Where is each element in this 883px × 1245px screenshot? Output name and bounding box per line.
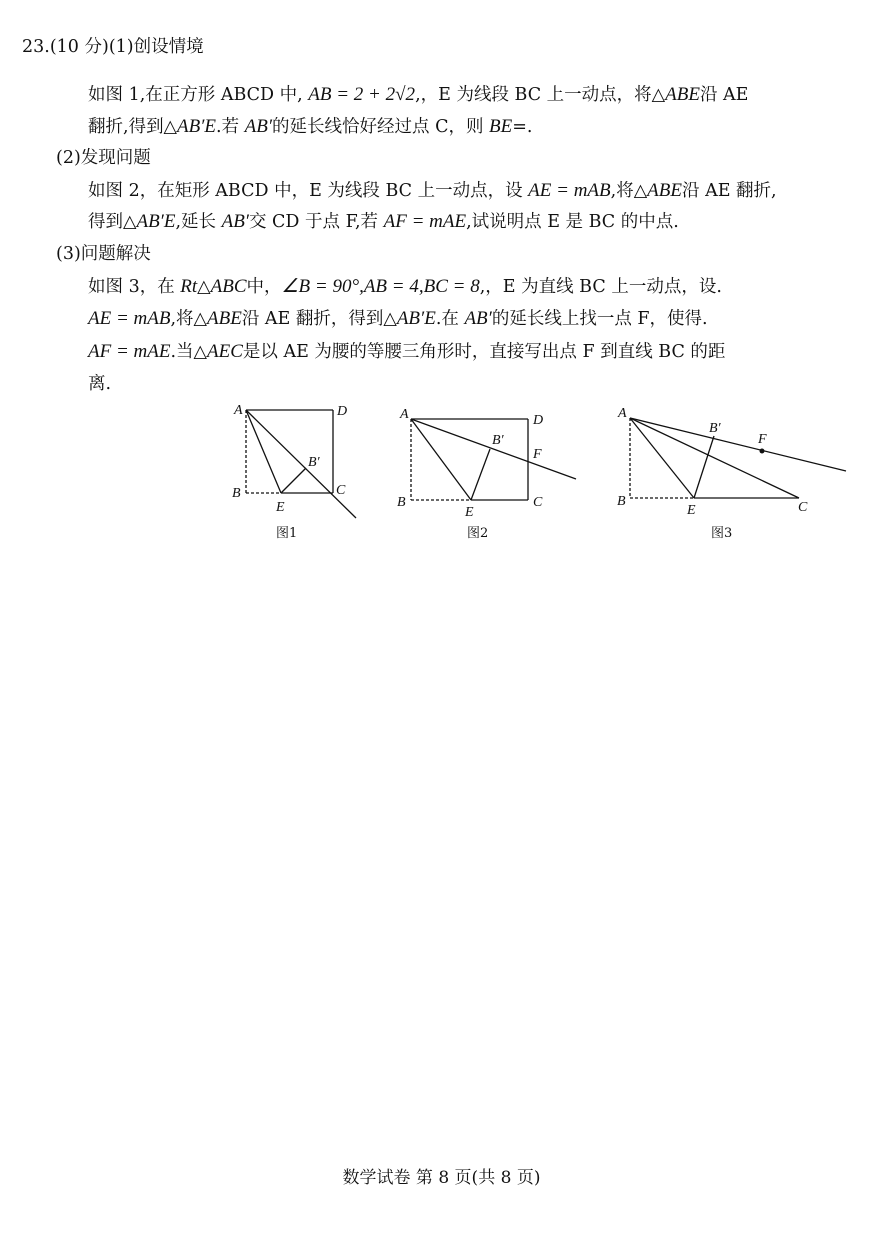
label-D: D	[337, 404, 348, 419]
label-F: F	[758, 432, 767, 447]
math-expression: AB = 2 + 2√2	[308, 84, 416, 105]
text-segment: .若	[216, 117, 245, 137]
label-A: A	[234, 403, 243, 418]
text-segment: 如图 2，在矩形 ABCD 中，E 为线段 BC 上一动点，设	[88, 181, 529, 201]
label-B-prime: B′	[709, 421, 721, 436]
text-segment: (3)问题解决	[56, 244, 151, 264]
figure-caption: 图2	[467, 526, 489, 541]
label-E: E	[687, 503, 696, 518]
text-segment: △	[197, 277, 211, 297]
math-expression: AB′	[244, 116, 273, 137]
label-A: A	[400, 407, 409, 422]
label-D: D	[533, 413, 544, 428]
label-E: E	[276, 500, 285, 515]
math-expression: ABE	[647, 180, 682, 201]
figure-1	[232, 403, 356, 541]
text-segment: 交 CD 于点 F,若	[248, 212, 384, 232]
text-segment: .在	[435, 309, 465, 329]
math-expression: ABE	[207, 308, 242, 329]
text-segment: ,将△	[610, 181, 648, 201]
math-expression: ∠B = 90°,AB = 4,BC = 8	[281, 276, 480, 297]
point-F	[760, 449, 765, 454]
page-footer: 数学试卷 第 8 页(共 8 页)	[342, 1168, 541, 1188]
text-segment: 如图 3，在	[88, 277, 181, 297]
text-segment: 沿 AE 翻折，得到△	[241, 309, 397, 329]
text-segment: 沿 AE	[699, 85, 749, 105]
math-expression: BE	[489, 116, 513, 137]
figure-caption: 图1	[276, 526, 298, 541]
math-expression: AF = mAE	[383, 211, 467, 232]
math-expression: AB′E	[136, 211, 176, 232]
text-segment: ,，E 为直线 BC 上一动点，设.	[479, 277, 722, 297]
label-C: C	[798, 500, 808, 515]
math-expression: AB′	[221, 211, 249, 232]
figures	[0, 0, 883, 560]
math-expression: AF = mAE	[88, 341, 171, 362]
label-A: A	[618, 406, 627, 421]
math-expression: AE = mAB	[88, 308, 171, 329]
label-B-prime: B′	[492, 433, 504, 448]
text-segment: 翻折,得到△	[88, 117, 178, 137]
math-expression: AEC	[207, 341, 243, 362]
figure-2	[397, 407, 576, 541]
text-segment: (2)发现问题	[56, 148, 151, 168]
text-segment: 得到△	[88, 212, 137, 232]
text-segment: ,将△	[170, 309, 207, 329]
text-segment: 是以 AE 为腰的等腰三角形时，直接写出点 F 到直线 BC 的距	[242, 342, 726, 362]
math-expression: ABE	[665, 84, 700, 105]
math-expression: AB′	[464, 308, 492, 329]
text-segment: 沿 AE 翻折,	[682, 181, 777, 201]
label-E: E	[465, 505, 474, 520]
text-segment: 的延长线恰好经过点 C，则	[272, 117, 490, 137]
math-expression: AE = mAB	[528, 180, 611, 201]
text-segment: ,，E 为线段 BC 上一动点，将△	[415, 85, 666, 105]
math-expression: ABC	[210, 276, 247, 297]
label-B: B	[617, 494, 626, 509]
text-segment: =.	[512, 117, 533, 137]
figure-3	[617, 406, 846, 541]
text-segment: 如图 1,在正方形 ABCD 中,	[88, 85, 309, 105]
label-B: B	[232, 486, 241, 501]
text-segment: ,试说明点 E 是 BC 的中点.	[466, 212, 679, 232]
text-segment: 离.	[88, 374, 112, 394]
text-segment: .当△	[170, 342, 207, 362]
math-expression: AB′E	[396, 308, 436, 329]
text-segment: 23.(10 分)(1)创设情境	[22, 37, 204, 57]
math-expression: AB′E	[177, 116, 217, 137]
label-F: F	[533, 447, 542, 462]
figure-caption: 图3	[711, 526, 733, 541]
math-expression: Rt	[180, 276, 198, 297]
label-B: B	[397, 495, 406, 510]
label-C: C	[533, 495, 543, 510]
text-segment: 中，	[246, 277, 282, 297]
text-segment: 的延长线上找一点 F，使得.	[491, 309, 708, 329]
label-B-prime: B′	[308, 455, 320, 470]
label-C: C	[336, 483, 346, 498]
text-segment: ,延长	[175, 212, 222, 232]
